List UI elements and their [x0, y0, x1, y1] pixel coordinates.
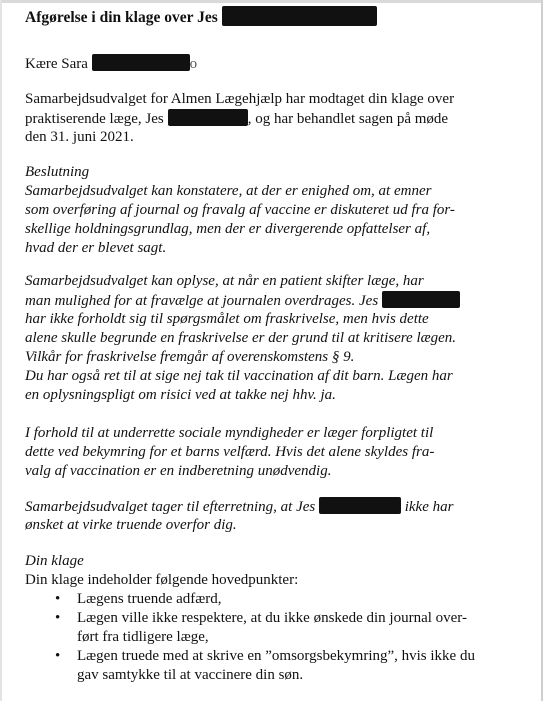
note-line: Samarbejdsudvalget tager til efterretning, at Jes ikke har: [25, 499, 454, 515]
redaction-block: [382, 291, 460, 308]
redaction-block: [319, 497, 401, 514]
switch-line: man mulighed for at fravælge at journalen overdrages. Jes: [25, 291, 460, 311]
redaction-block: [168, 109, 248, 126]
switch-line: alene skulle begrunde en fraskrivelse er der grund til at kritisere lægen.: [25, 330, 457, 346]
decision-line: hvad der er blevet sagt.: [25, 240, 167, 256]
report-line: dette ved bekymring for et barns velfærd. Hvis det alene skyldes fra-: [25, 444, 435, 460]
intro-line: praktiserende læge, Jes , og har behandlet sagen på møde: [25, 111, 449, 127]
complaint-heading: Din klage: [25, 553, 84, 569]
switch-line: Samarbejdsudvalget kan oplyse, at når en patient skifter læge, har: [25, 273, 424, 289]
intro-line: Samarbejdsudvalget for Almen Lægehjælp har modtaget din klage over: [25, 91, 455, 107]
decision-heading: Beslutning: [25, 164, 90, 180]
greeting: Kære Sara o: [25, 56, 198, 72]
complaint-point-continued: ført fra tidligere læge,: [77, 629, 209, 645]
intro-line: den 31. juni 2021.: [25, 129, 134, 145]
letter-title: Afgørelse i din klage over Jes: [25, 6, 377, 27]
decision-line: Samarbejdsudvalget kan konstatere, at der er enighed om, at emner: [25, 183, 432, 199]
bullet-icon: •: [55, 591, 61, 607]
redaction-block: [222, 6, 377, 26]
decision-line: skellige holdningsgrundlag, men der er divergerende opfattelser af,: [25, 221, 431, 237]
bullet-icon: •: [55, 610, 61, 626]
vaccine-line: Du har også ret til at sige nej tak til vaccination af dit barn. Lægen har: [25, 368, 453, 384]
switch-line: har ikke forholdt sig til spørgsmålet om fraskrivelse, men hvis dette: [25, 311, 429, 327]
redaction-block: [92, 54, 190, 71]
note-line: ønsket at virke truende overfor dig.: [25, 517, 237, 533]
report-line: I forhold til at underrette sociale myndigheder er læger forpligtet til: [25, 425, 434, 441]
report-line: valg af vaccination er en indberetning unødvendig.: [25, 463, 332, 479]
bullet-icon: •: [55, 648, 61, 664]
vaccine-line: en oplysningspligt om risici ved at takke nej hhv. ja.: [25, 387, 336, 403]
complaint-point: Lægen ville ikke respektere, at du ikke ønskede din journal over-: [77, 610, 467, 626]
complaint-point: Lægens truende adfærd,: [77, 591, 222, 607]
scan-edge-top: [0, 0, 543, 3]
switch-line: Vilkår for fraskrivelse fremgår af overenskomstens § 9.: [25, 349, 355, 365]
scan-edge-left: [0, 0, 2, 701]
complaint-point: Lægen truede med at skrive en ”omsorgsbekymring”, hvis ikke du: [77, 648, 475, 664]
complaint-point-continued: gav samtykke til at vaccinere din søn.: [77, 667, 304, 683]
complaint-intro: Din klage indeholder følgende hovedpunkter:: [25, 572, 299, 588]
decision-line: som overføring af journal og fravalg af vaccine er diskuteret ud fra for-: [25, 202, 455, 218]
